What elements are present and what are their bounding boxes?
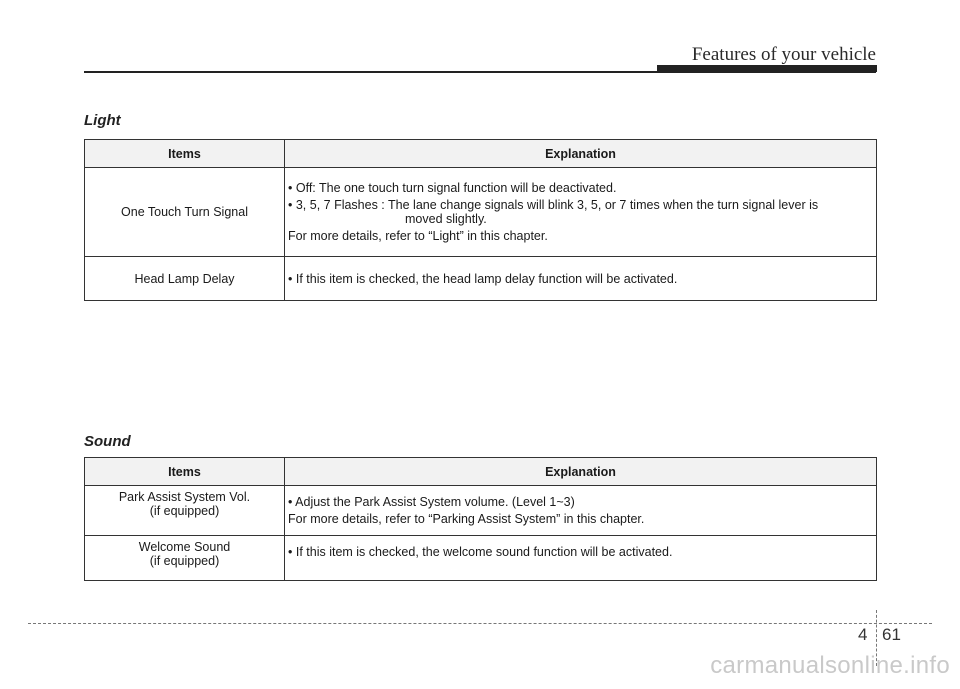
item-label: Park Assist System Vol.: [118, 490, 251, 504]
column-header-items: Items: [85, 458, 285, 486]
column-header-explanation: Explanation: [285, 140, 877, 168]
item-availability: (if equipped): [149, 554, 220, 568]
item-cell: [85, 486, 285, 536]
explanation-note: For more details, refer to “Light” in this chapter.: [288, 229, 548, 243]
footer-divider: [28, 623, 932, 624]
page-number: 61: [882, 625, 901, 644]
light-section-title: Light: [84, 112, 121, 129]
column-header-items: Items: [85, 140, 285, 168]
table-row: [85, 536, 877, 581]
explanation-text: • 3, 5, 7 Flashes : The lane change signals will blink 3, 5, or 7 times when the turn signal lever is: [288, 198, 819, 212]
explanation-cell: [285, 257, 877, 301]
explanation-cell: [285, 168, 877, 257]
header-rule-accent: [657, 65, 877, 72]
watermark: carmanualsonline.info: [710, 652, 950, 679]
explanation-line: [288, 198, 873, 226]
explanation-line: • Off: The one touch turn signal function will be deactivated.: [288, 181, 617, 195]
explanation-line: • If this item is checked, the head lamp delay function will be activated.: [288, 271, 678, 286]
item-cell: Head Lamp Delay: [85, 257, 285, 301]
item-availability: (if equipped): [149, 504, 220, 518]
sound-table: [84, 457, 877, 581]
item-cell: One Touch Turn Signal: [85, 168, 285, 257]
table-row: [85, 486, 877, 536]
light-table: [84, 139, 877, 301]
item-cell: [85, 536, 285, 581]
explanation-note: For more details, refer to “Parking Assist System” in this chapter.: [288, 512, 645, 526]
item-label: Welcome Sound: [138, 540, 231, 554]
column-header-explanation: Explanation: [285, 458, 877, 486]
explanation-cell: [285, 486, 877, 536]
explanation-line: • Adjust the Park Assist System volume. (Level 1~3): [288, 495, 575, 509]
table-header-row: [85, 140, 877, 168]
explanation-continuation: moved slightly.: [405, 212, 487, 226]
sound-section-title: Sound: [84, 433, 131, 450]
header-title: Features of your vehicle: [691, 44, 876, 65]
table-header-row: [85, 458, 877, 486]
table-row: [85, 257, 877, 301]
explanation-line: • If this item is checked, the welcome sound function will be activated.: [288, 545, 673, 559]
explanation-cell: [285, 536, 877, 581]
table-row: [85, 168, 877, 257]
chapter-number: 4: [858, 625, 868, 644]
